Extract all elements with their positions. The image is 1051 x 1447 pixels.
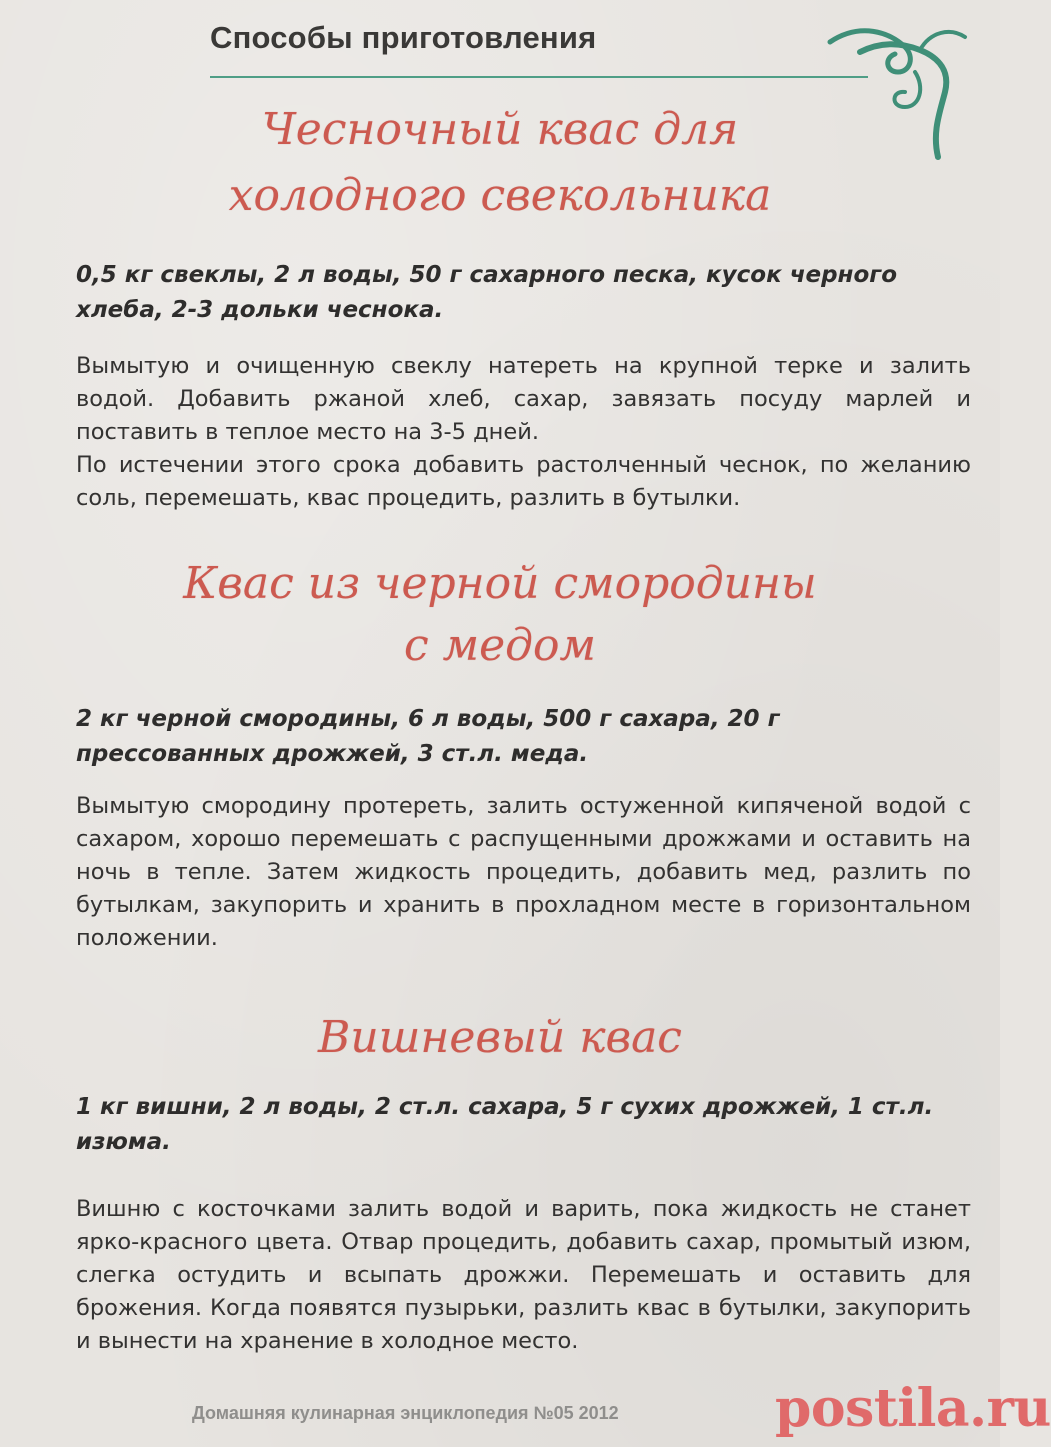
- watermark-logo: postila.ru: [775, 1378, 1051, 1439]
- section-title: Способы приготовления: [210, 20, 597, 55]
- source-caption: Домашняя кулинарная энциклопедия №05 2012: [192, 1403, 619, 1423]
- recipe-3-method-paragraph-1: Вишню с косточками залить водой и варить, пока жидкость не станет ярко-красного цвета. Отвар процедить, добавить сахар, промытый изюм, слегка остудить и всыпать дрожжи. Перемешать и оставить для брожения. Когда появятся пузырьки, разлить квас в бутылки, закупорить и вынести на хранение в холодное место.: [76, 1196, 971, 1354]
- recipe-1-method-paragraph-2: По истечении этого срока добавить растолченный чеснок, по желанию соль, перемешать, квас процедить, разлить в бутылки.: [76, 452, 971, 511]
- recipe-2-method: [76, 790, 971, 955]
- recipe-2-ingredients: 2 кг черной смородины, 6 л воды, 500 г сахара, 20 г прессованных дрожжей, 3 ст.л. меда.: [76, 706, 780, 767]
- recipe-3-title: Вишневый квас: [318, 1012, 682, 1063]
- recipe-1-title-line1: Чесночный квас для: [261, 104, 739, 155]
- recipe-1-method: [76, 350, 971, 515]
- recipe-1-title-line2: холодного свекольника: [228, 170, 772, 221]
- recipe-2-title-line2: с медом: [403, 620, 596, 671]
- recipe-1-ingredients: 0,5 кг свеклы, 2 л воды, 50 г сахарного песка, кусок черного хлеба, 2-3 дольки чеснока.: [76, 262, 898, 323]
- recipe-3-ingredients: 1 кг вишни, 2 л воды, 2 ст.л. сахара, 5 г сухих дрожжей, 1 ст.л. изюма.: [76, 1094, 934, 1155]
- recipe-3-method: [76, 1193, 971, 1358]
- header-rule: [210, 76, 868, 78]
- recipe-1-method-paragraph-1: Вымытую и очищенную свеклу натереть на крупной терке и залить водой. Добавить ржаной хлеб, сахар, завязать посуду марлей и поставить в теплое место на 3-5 дней.: [76, 353, 971, 445]
- recipe-2-method-paragraph-1: Вымытую смородину протереть, залить остуженной кипяченой водой с сахаром, хорошо перемешать с распущенными дрожжами и оставить на ночь в тепле. Затем жидкость процедить, добавить мед, разлить по бутылкам, закупорить и хранить в прохладном месте в горизонтальном положении.: [76, 793, 971, 951]
- recipe-2-title-line1: Квас из черной смородины: [183, 558, 817, 609]
